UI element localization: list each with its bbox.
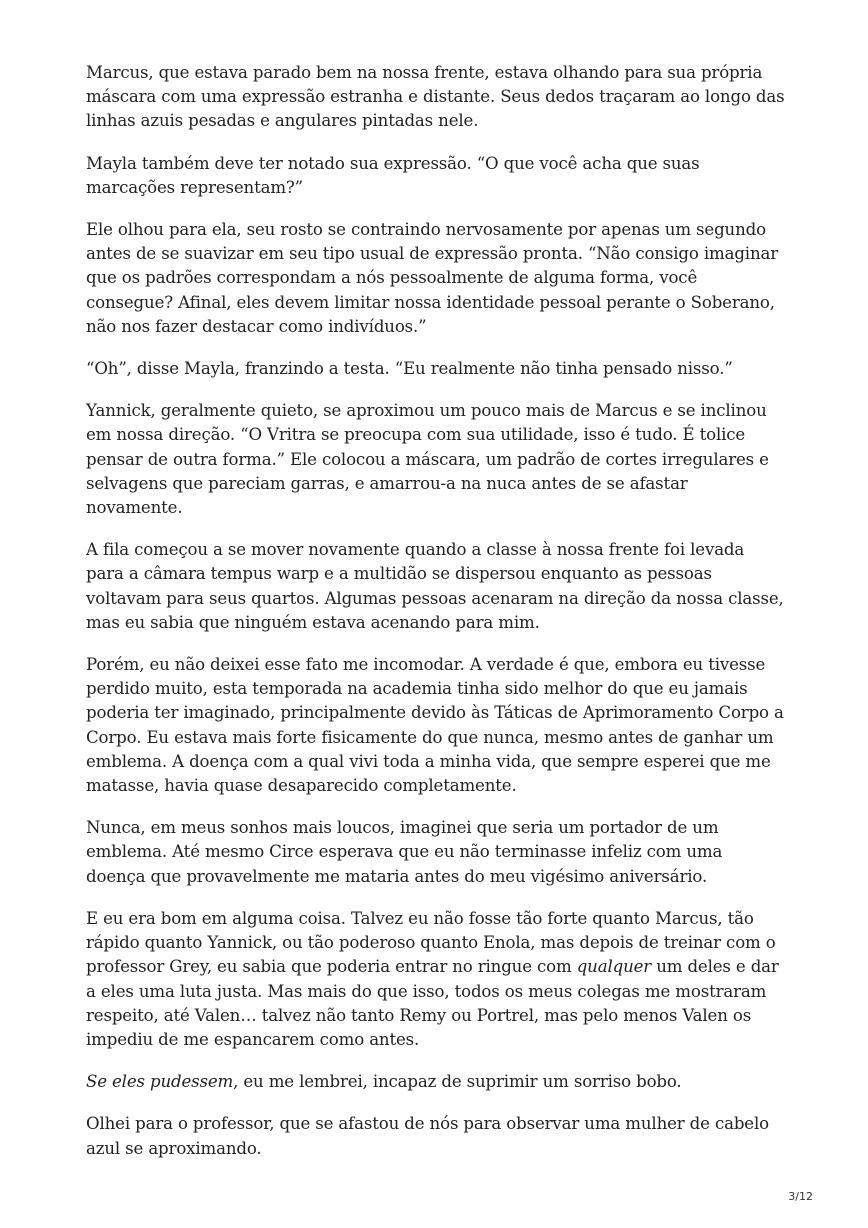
paragraph-11: Olhei para o professor, que se afastou de nós para observar uma mulher de cabelo azul se aproximando. [86,1114,769,1158]
paragraph-4: “Oh”, disse Mayla, franzindo a testa. “Eu realmente não tinha pensado nisso.” [86,359,733,379]
paragraph-10-italic: Se eles pudessem [86,1072,234,1092]
paragraph-7: Porém, eu não deixei esse fato me incomodar. A verdade é que, embora eu tivesse perdido muito, esta temporada na academia tinha sido melhor do que eu jamais poderia ter imaginado, principalmente devido às Táticas de Aprimoramento Corpo a Corpo. Eu estava mais forte fisicamente do que nunca, mesmo antes de ganhar um emblema. A doença com a qual vivi toda a minha vida, que sempre esperei que me matasse, havia quase desaparecido completamente. [86,655,784,796]
paragraph-9 [86,907,786,1052]
paragraph-6: A fila começou a se mover novamente quando a classe à nossa frente foi levada para a câmara tempus warp e a multidão se dispersou enquanto as pessoas voltavam para seus quartos. Algumas pessoas acenaram na direção da nossa classe, mas eu sabia que ninguém estava acenando para mim. [86,540,784,632]
paragraph-3: Ele olhou para ela, seu rosto se contraindo nervosamente por apenas um segundo antes de se suavizar em seu tipo usual de expressão pronta. “Não consigo imaginar que os padrões correspondam a nós pessoalmente de alguma forma, você consegue? Afinal, eles devem limitar nossa identidade pessoal perante o Soberano, não nos fazer destacar como indivíduos.” [86,220,779,336]
page-body [86,61,786,1179]
paragraph-8: Nunca, em meus sonhos mais loucos, imaginei que seria um portador de um emblema. Até mesmo Circe esperava que eu não terminasse infeliz com uma doença que provavelmente me mataria antes do meu vigésimo aniversário. [86,818,723,886]
page-number: 3/12 [788,1190,813,1203]
paragraph-10-after: , eu me lembrei, incapaz de suprimir um sorriso bobo. [233,1072,682,1092]
paragraph-5: Yannick, geralmente quieto, se aproximou um pouco mais de Marcus e se inclinou em nossa direção. “O Vritra se preocupa com sua utilidade, isso é tudo. É tolice pensar de outra forma.” Ele colocou a máscara, um padrão de cortes irregulares e selvagens que pareciam garras, e amarrou-a na nuca antes de se afastar novamente. [86,401,769,518]
paragraph-9-before: E eu era bom em alguma coisa. Talvez eu não fosse tão forte quanto Marcus, tão rápido quanto Yannick, ou tão poderoso quanto Enola, mas depois de treinar com o professor Grey, eu sabia que poderia entrar no ringue com [86,908,776,977]
paragraph-2: Mayla também deve ter notado sua expressão. “O que você acha que suas marcações representam?” [86,153,700,197]
paragraph-9-after: um deles e dar a eles uma luta justa. Mas mais do que isso, todos os meus colegas me mostraram respeito, até Valen… talvez não tanto Remy ou Portrel, mas pelo menos Valen os impediu de me espancarem como antes. [86,957,779,1049]
paragraph-9-italic: qualquer [576,957,652,977]
paragraph-10 [86,1070,786,1094]
paragraph-1: Marcus, que estava parado bem na nossa frente, estava olhando para sua própria máscara com uma expressão estranha e distante. Seus dedos traçaram ao longo das linhas azuis pesadas e angulares pintadas nele. [86,63,785,131]
